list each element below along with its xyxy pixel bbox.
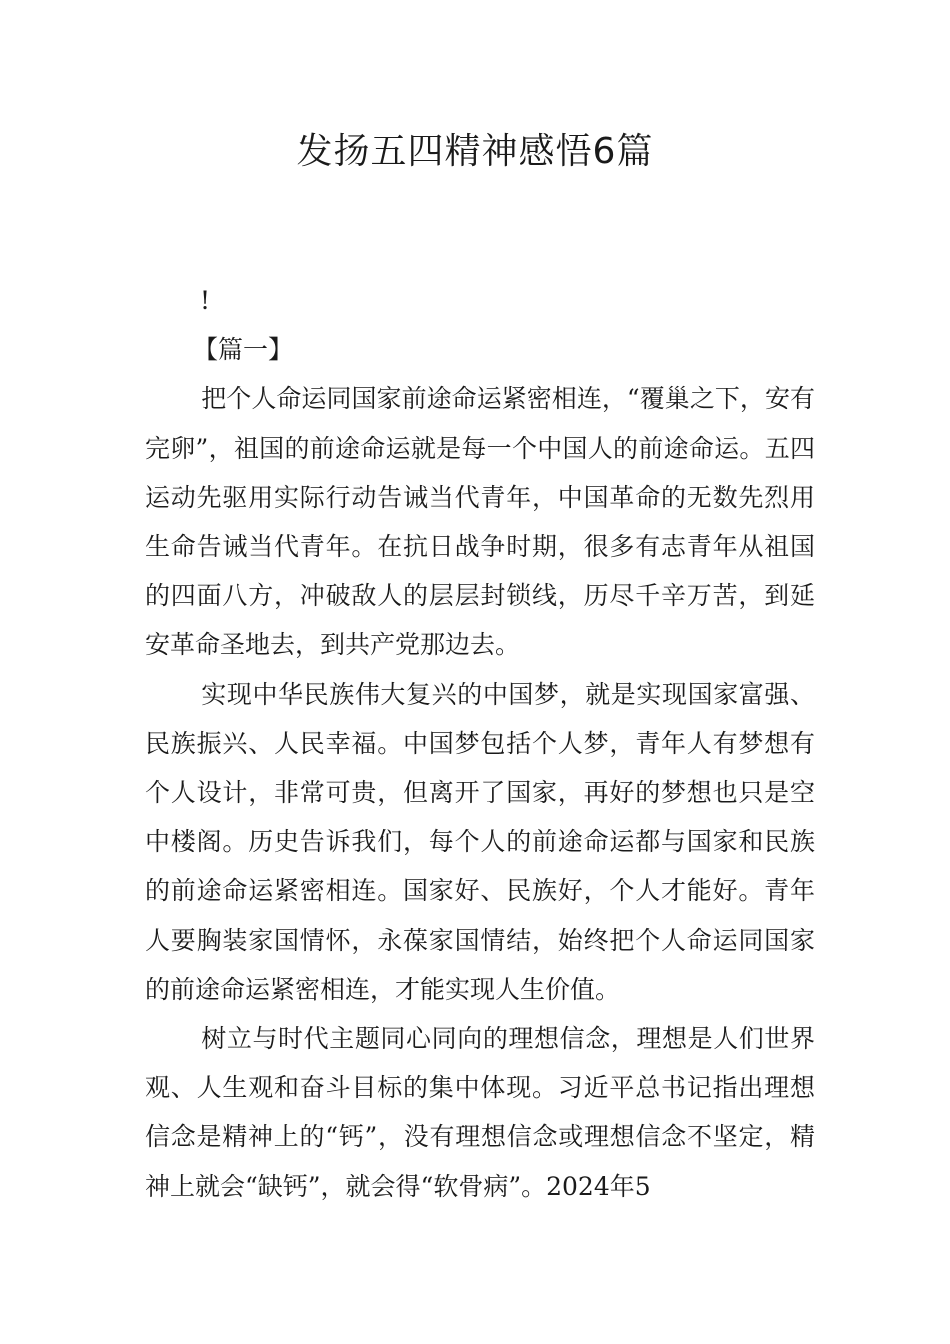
paragraph: 把个人命运同国家前途命运紧密相连，“覆巢之下，安有完卵”，祖国的前途命运就是每一个中国人的前途命运。五四运动先驱用实际行动告诫当代青年，中国革命的无数先烈用生命告诫当代青年。在抗日战争时期，很多有志青年从祖国的四面八方，冲破敌人的层层封锁线，历尽千辛万苦，到延安革命圣地去，到共产党那边去。 xyxy=(145,384,815,660)
paragraph: 树立与时代主题同心同向的理想信念，理想是人们世界观、人生观和奋斗目标的集中体现。习近平总书记指出理想信念是精神上的“钙”，没有理想信念或理想信念不坚定，精神上就会“缺钙”，就会得“软骨病”。2024年5 xyxy=(145,1024,815,1201)
page-title: 发扬五四精神感悟6篇 xyxy=(296,131,654,172)
section-heading: 【篇一】 xyxy=(193,335,294,365)
document-body xyxy=(145,276,815,1211)
paragraph: 实现中华民族伟大复兴的中国梦，就是实现国家富强、民族振兴、人民幸福。中国梦包括个人梦，青年人有梦想有个人设计，非常可贵，但离开了国家，再好的梦想也只是空中楼阁。历史告诉我们，每个人的前途命运都与国家和民族的前途命运紧密相连。国家好、民族好，个人才能好。青年人要胸装家国情怀，永葆家国情结，始终把个人命运同国家的前途命运紧密相连，才能实现人生价值。 xyxy=(145,679,815,1004)
exclamation-mark: ! xyxy=(200,286,211,315)
